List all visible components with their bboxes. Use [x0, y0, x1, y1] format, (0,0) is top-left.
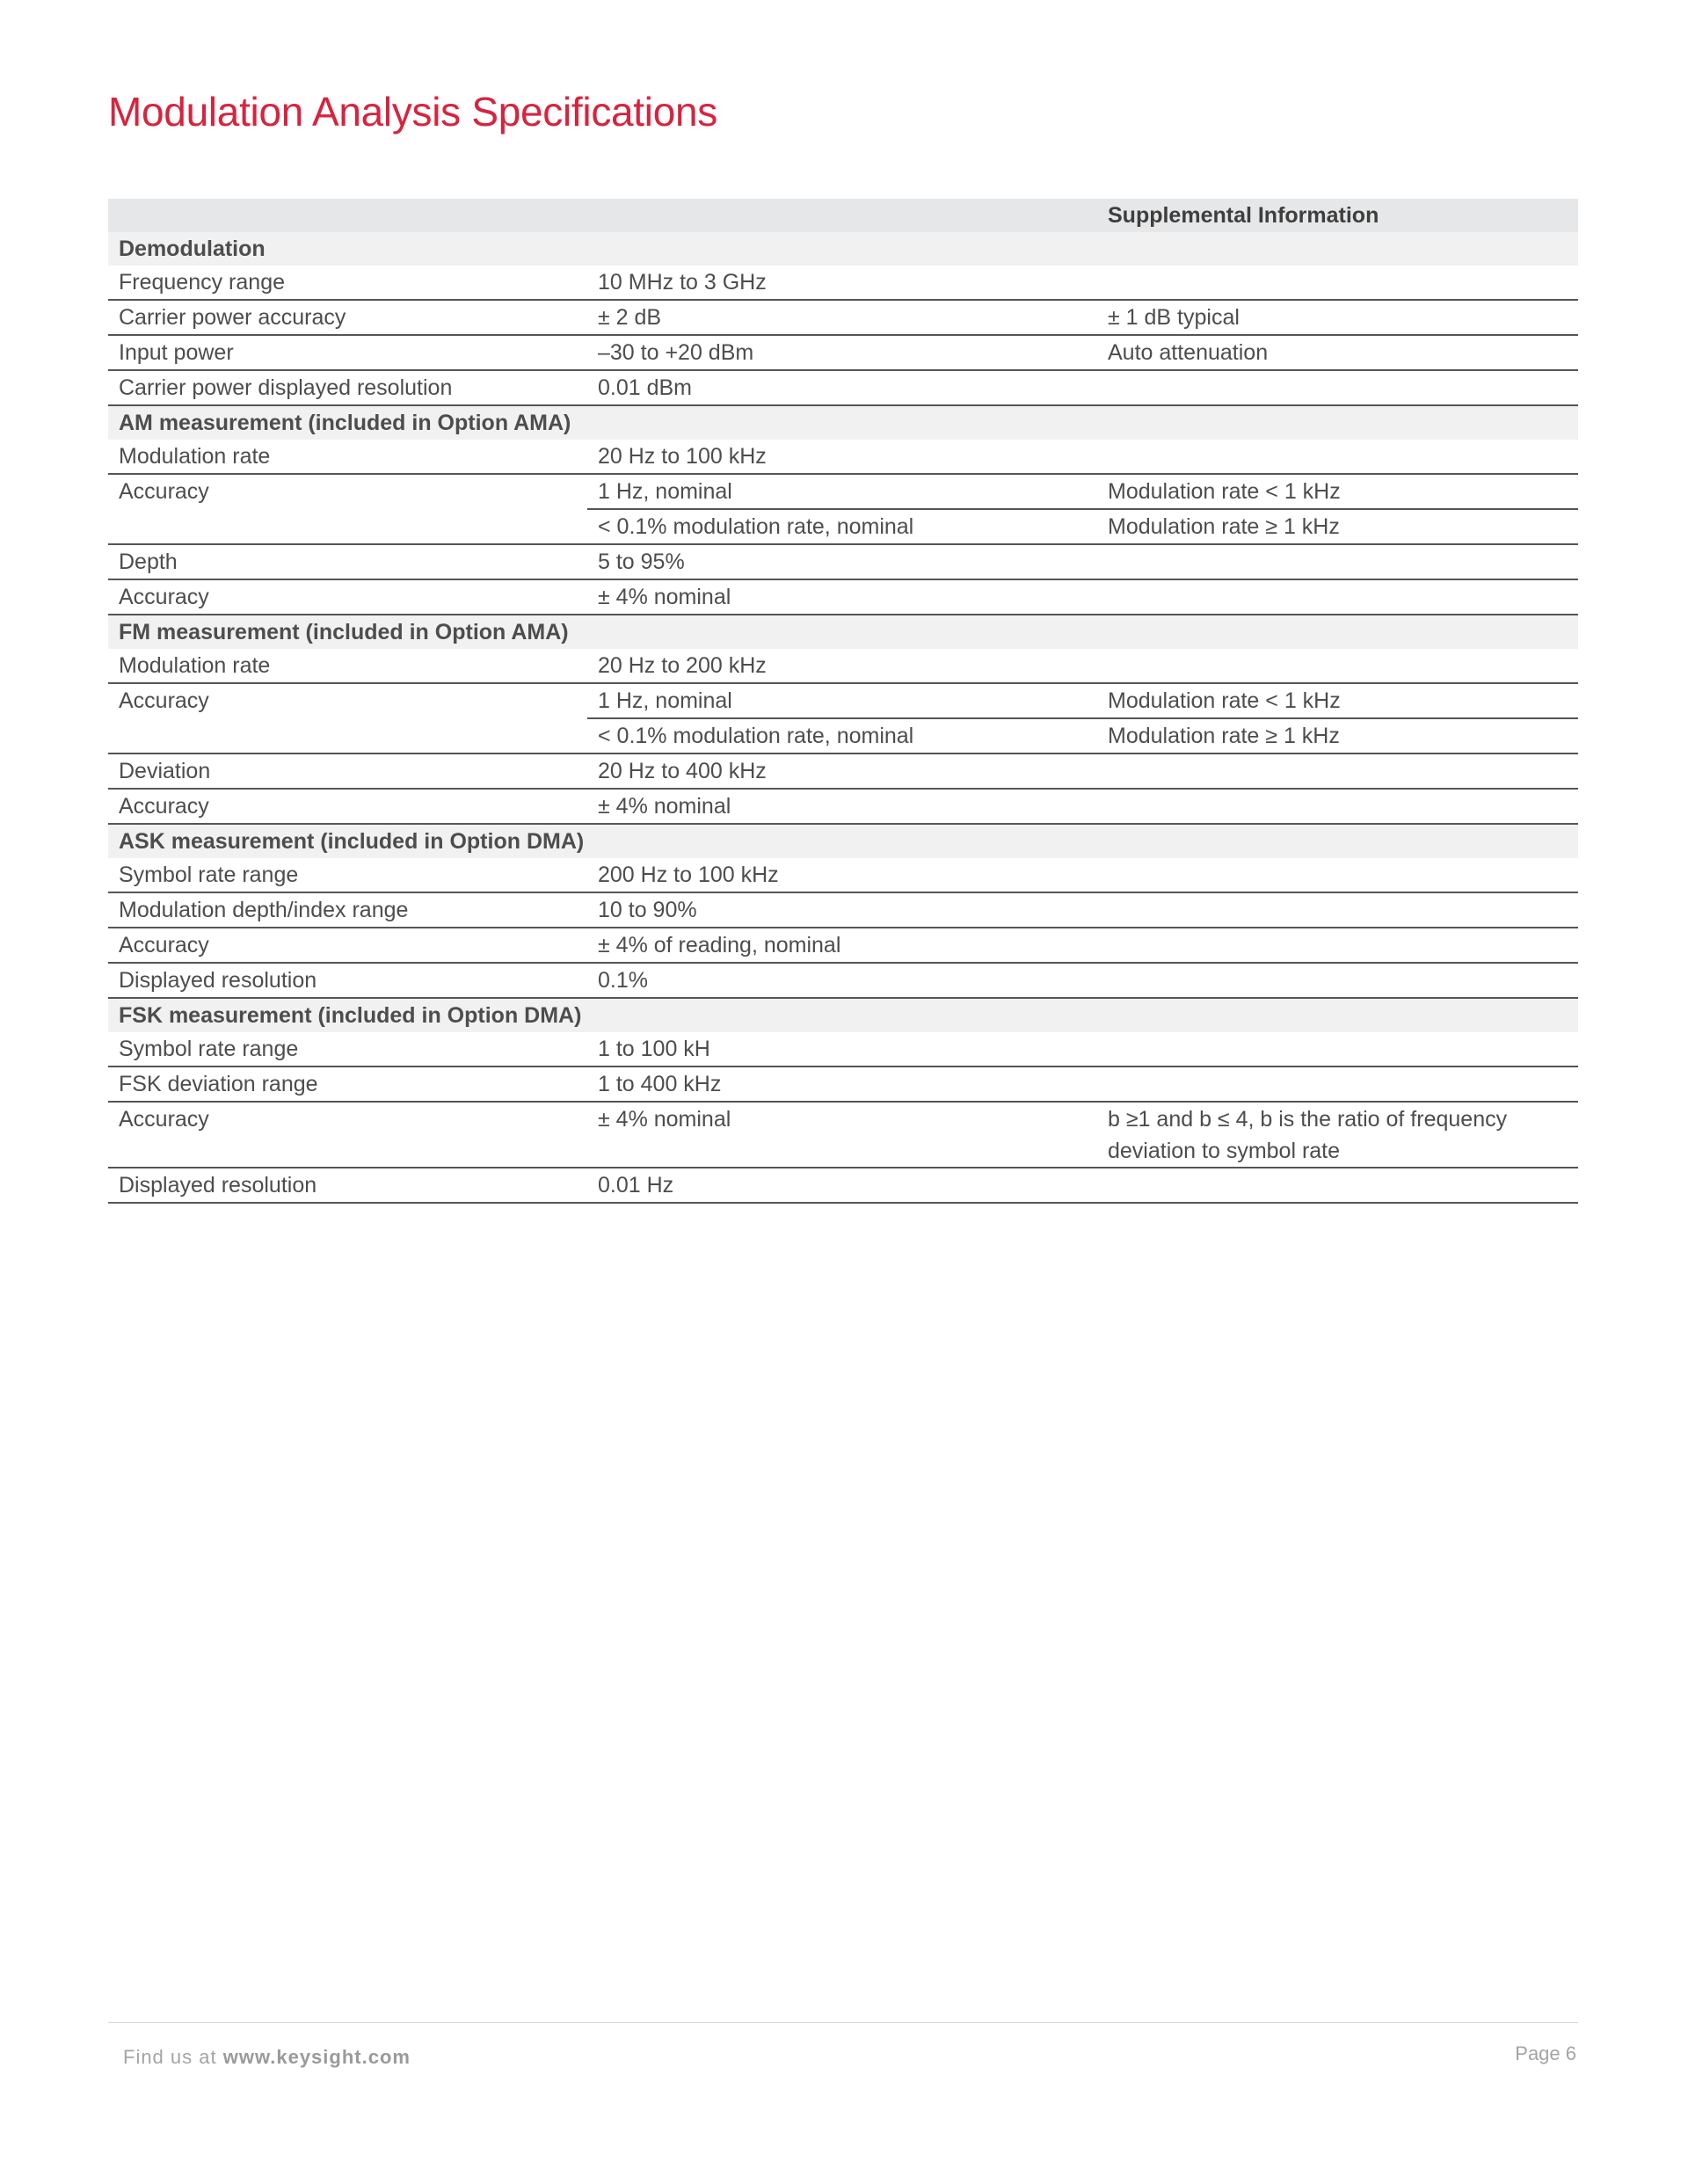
spec-table	[108, 199, 1578, 1204]
supplemental-cell	[1097, 440, 1578, 474]
table-row	[108, 266, 1578, 300]
header-supplemental-information: Supplemental Information	[1097, 199, 1578, 232]
supplemental-cell	[1097, 789, 1578, 824]
specification-cell: ± 4% of reading, nominal	[587, 928, 1097, 963]
parameter-cell: Accuracy	[108, 1102, 587, 1168]
supplemental-cell: Modulation rate < 1 kHz	[1097, 683, 1578, 718]
footer-divider	[108, 2022, 1578, 2023]
supplemental-cell: Modulation rate ≥ 1 kHz	[1097, 718, 1578, 753]
supplemental-cell	[1097, 753, 1578, 789]
supplemental-cell: Modulation rate < 1 kHz	[1097, 474, 1578, 509]
table-header-row	[108, 199, 1578, 232]
supplemental-cell	[1097, 928, 1578, 963]
parameter-cell: Depth	[108, 544, 587, 579]
table-row	[108, 963, 1578, 998]
parameter-cell	[108, 509, 587, 544]
specification-cell: 200 Hz to 100 kHz	[587, 858, 1097, 892]
specification-cell: 0.01 Hz	[587, 1168, 1097, 1203]
parameter-cell: FSK deviation range	[108, 1067, 587, 1102]
parameter-cell: Symbol rate range	[108, 1032, 587, 1067]
supplemental-cell	[1097, 1168, 1578, 1203]
specification-cell: 10 MHz to 3 GHz	[587, 266, 1097, 300]
supplemental-cell	[1097, 370, 1578, 405]
specification-cell: ± 2 dB	[587, 300, 1097, 335]
supplemental-cell	[1097, 1067, 1578, 1102]
section-header-fm-measurement	[108, 615, 1578, 649]
table-row	[108, 1102, 1578, 1168]
parameter-cell	[108, 718, 587, 753]
table-row	[108, 1067, 1578, 1102]
table-row	[108, 509, 1578, 544]
table-row	[108, 753, 1578, 789]
supplemental-cell: b ≥1 and b ≤ 4, b is the ratio of frequency deviation to symbol rate	[1097, 1102, 1578, 1168]
table-row	[108, 335, 1578, 370]
section-header-ask-measurement	[108, 824, 1578, 858]
specification-cell: < 0.1% modulation rate, nominal	[587, 718, 1097, 753]
supplemental-cell	[1097, 858, 1578, 892]
table-row	[108, 789, 1578, 824]
supplemental-cell	[1097, 963, 1578, 998]
specification-cell: ± 4% nominal	[587, 789, 1097, 824]
section-header-demodulation	[108, 232, 1578, 266]
parameter-cell: Displayed resolution	[108, 963, 587, 998]
table-row	[108, 1168, 1578, 1203]
supplemental-cell	[1097, 892, 1578, 928]
page-title: Modulation Analysis Specifications	[108, 89, 717, 135]
parameter-cell: Frequency range	[108, 266, 587, 300]
table-row	[108, 718, 1578, 753]
section-title: AM measurement (included in Option AMA)	[108, 405, 1578, 440]
specification-cell: 1 to 400 kHz	[587, 1067, 1097, 1102]
parameter-cell: Accuracy	[108, 789, 587, 824]
parameter-cell: Modulation depth/index range	[108, 892, 587, 928]
supplemental-cell	[1097, 1032, 1578, 1067]
supplemental-cell	[1097, 579, 1578, 615]
footer-find-prefix: Find us at	[123, 2046, 223, 2068]
supplemental-cell	[1097, 544, 1578, 579]
table-row	[108, 858, 1578, 892]
table-row	[108, 300, 1578, 335]
supplemental-cell: ± 1 dB typical	[1097, 300, 1578, 335]
specification-cell: 20 Hz to 200 kHz	[587, 649, 1097, 683]
table-row	[108, 579, 1578, 615]
specification-cell: ± 4% nominal	[587, 1102, 1097, 1168]
parameter-cell: Modulation rate	[108, 440, 587, 474]
header-cell	[587, 199, 1097, 232]
parameter-cell: Accuracy	[119, 688, 209, 713]
table-row	[108, 474, 1578, 509]
section-title: Demodulation	[108, 232, 1578, 266]
section-header-fsk-measurement	[108, 998, 1578, 1032]
section-title: FM measurement (included in Option AMA)	[108, 615, 1578, 649]
table-row	[108, 1032, 1578, 1067]
table-row	[108, 683, 1578, 718]
parameter-cell: Deviation	[108, 753, 587, 789]
specification-cell: ± 4% nominal	[587, 579, 1097, 615]
parameter-cell: Displayed resolution	[108, 1168, 587, 1203]
section-header-am-measurement	[108, 405, 1578, 440]
specification-cell: 5 to 95%	[587, 544, 1097, 579]
section-title: FSK measurement (included in Option DMA)	[108, 998, 1578, 1032]
parameter-cell: Carrier power displayed resolution	[108, 370, 587, 405]
parameter-cell: Accuracy	[108, 579, 587, 615]
specification-cell: 1 Hz, nominal	[587, 474, 1097, 509]
specification-cell: 1 Hz, nominal	[587, 683, 1097, 718]
specification-cell: 0.1%	[587, 963, 1097, 998]
parameter-cell: Input power	[108, 335, 587, 370]
table-row	[108, 370, 1578, 405]
table-row	[108, 892, 1578, 928]
parameter-cell: Symbol rate range	[108, 858, 587, 892]
specification-cell: 20 Hz to 100 kHz	[587, 440, 1097, 474]
specification-cell: 0.01 dBm	[587, 370, 1097, 405]
supplemental-cell	[1097, 649, 1578, 683]
specification-cell: 20 Hz to 400 kHz	[587, 753, 1097, 789]
footer-find-us	[123, 2046, 411, 2069]
supplemental-cell: Modulation rate ≥ 1 kHz	[1097, 509, 1578, 544]
section-title: ASK measurement (included in Option DMA)	[108, 824, 1578, 858]
supplemental-cell: Auto attenuation	[1097, 335, 1578, 370]
parameter-cell: Accuracy	[108, 928, 587, 963]
parameter-cell: Carrier power accuracy	[108, 300, 587, 335]
table-row	[108, 928, 1578, 963]
supplemental-cell	[1097, 266, 1578, 300]
specification-cell: 1 to 100 kH	[587, 1032, 1097, 1067]
specification-cell: –30 to +20 dBm	[587, 335, 1097, 370]
website-link[interactable]: www.keysight.com	[222, 2046, 411, 2068]
parameter-cell: Modulation rate	[108, 649, 587, 683]
table-row	[108, 440, 1578, 474]
parameter-cell: Accuracy	[119, 479, 209, 504]
table-row	[108, 544, 1578, 579]
table-row	[108, 649, 1578, 683]
header-cell	[108, 199, 587, 232]
page-number: Page 6	[1515, 2042, 1576, 2064]
specification-cell: 10 to 90%	[587, 892, 1097, 928]
specification-cell: < 0.1% modulation rate, nominal	[587, 509, 1097, 544]
